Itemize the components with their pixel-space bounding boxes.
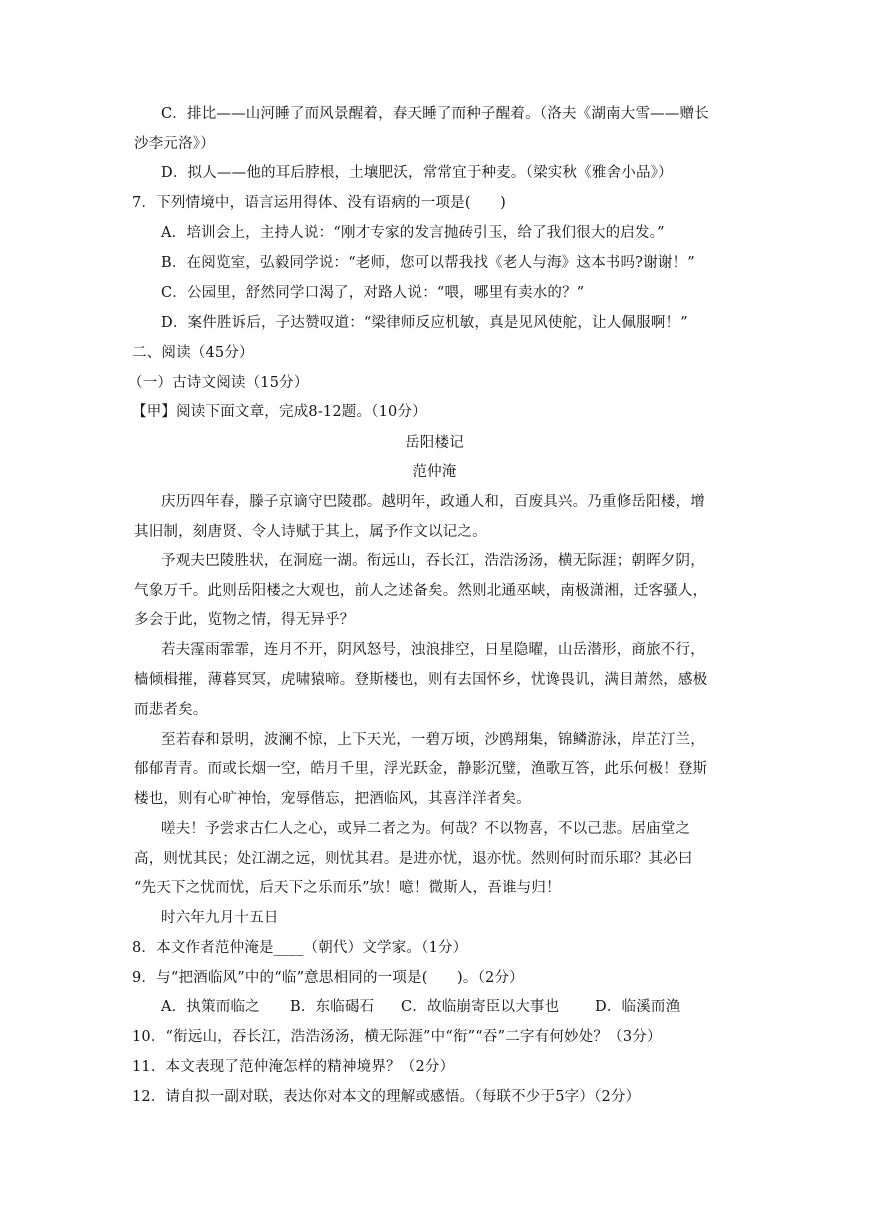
essay-p3-line3: 而悲者矣。 [134,702,208,718]
essay-p4-line1: 至若春和景明，波澜不惊，上下天光，一碧万顷，沙鸥翔集，锦鳞游泳，岸芷汀兰， [161,732,705,748]
q7-option-c: C．公园里，舒然同学口渴了，对路人说：“喂，哪里有卖水的？” [161,285,585,301]
sub-section-heading: （一）古诗文阅读（15分） [128,375,309,391]
essay-p4-line2: 郁郁青青。而或长烟一空，皓月千里，浮光跃金，静影沉璧，渔歌互答，此乐何极！登斯 [134,761,708,777]
essay-p3-line2: 樯倾楫摧，薄暮冥冥，虎啸猿啼。登斯楼也，则有去国怀乡，忧谗畏讥，满目萧然，感极 [134,672,708,688]
essay-p2-line3: 多会于此，览物之情，得无异乎？ [134,612,355,628]
essay-p3-line1: 若夫霪雨霏霏，连月不开，阴风怒号，浊浪排空，日星隐曜，山岳潜形，商旅不行， [161,642,705,658]
essay-p5-line1: 嗟夫！予尝求古仁人之心，或异二者之为。何哉？不以物喜，不以己悲。居庙堂之 [161,821,691,837]
q7-stem: 7．下列情境中，语言运用得体、没有语病的一项是( ) [132,195,506,211]
q7-option-a: A．培训会上，主持人说：“刚才专家的发言抛砖引玉，给了我们很大的启发。” [161,225,665,241]
reading-instruction: 【甲】阅读下面文章，完成8-12题。（10分） [132,404,427,420]
q12-stem: 12．请自拟一副对联，表达你对本文的理解或感悟。（每联不少于5字）（2分） [132,1089,641,1105]
q6-option-c-line1: C．排比——山河睡了而风景醒着，春天睡了而种子醒着。（洛夫《湖南大雪——赠长 [161,106,709,122]
essay-p5-line2: 高，则忧其民；处江湖之远，则忧其君。是进亦忧，退亦忧。然则何时而乐耶？其必曰 [134,851,693,867]
essay-p5-line3: “先天下之忧而忧，后天下之乐而乐”欤！噫！微斯人，吾谁与归！ [134,880,561,896]
q9-option-d: D．临溪而渔 [595,999,681,1015]
q11-stem: 11．本文表现了范仲淹怎样的精神境界？（2分） [132,1059,455,1075]
q7-option-b: B．在阅览室，弘毅同学说：“老师，您可以帮我找《老人与海》这本书吗?谢谢！” [161,255,695,271]
section-heading: 二、阅读（45分） [132,345,254,361]
q7-option-d: D．案件胜诉后，子达赞叹道：“梁律师反应机敏，真是见风使舵，让人佩服啊！” [161,315,688,331]
essay-p1-line2: 其旧制，刻唐贤、令人诗赋于其上，属予作文以记之。 [134,524,487,540]
essay-author: 范仲淹 [412,464,457,480]
q9-option-a: A．执策而临之 [161,999,260,1015]
essay-p2-line2: 气象万千。此则岳阳楼之大观也，前人之述备矣。然则北通巫峡，南极潇湘，迁客骚人， [134,583,708,599]
q9-stem: 9．与“把酒临风”中的“临”意思相同的一项是( )。（2分） [132,970,524,986]
q6-option-d: D．拟人——他的耳后脖根，土壤肥沃，常常宜于种麦。（梁实秋《雅舍小品》） [161,165,673,181]
q9-options [161,996,680,1018]
essay-title: 岳阳楼记 [405,435,464,451]
q9-option-b: B．东临碣石 [290,999,375,1015]
q10-stem: 10．“衔远山，吞长江，浩浩汤汤，横无际涯”中“衔”“吞”二字有何妙处？（3分） [132,1029,662,1045]
q9-option-c: C．故临崩寄臣以大事也 [401,999,560,1015]
essay-p1-line1: 庆历四年春，滕子京谪守巴陵郡。越明年，政通人和，百废具兴。乃重修岳阳楼，增 [161,494,705,510]
essay-date: 时六年九月十五日 [161,910,279,926]
essay-p2-line1: 予观夫巴陵胜状，在洞庭一湖。衔远山，吞长江，浩浩汤汤，横无际涯；朝晖夕阴， [161,553,705,569]
q8-stem: 8．本文作者范仲淹是____（朝代）文学家。（1分） [132,940,468,956]
essay-p4-line3: 楼也，则有心旷神怡，宠辱偕忘，把酒临风，其喜洋洋者矣。 [134,791,531,807]
q6-option-c-line2: 沙李元洛》） [134,136,215,152]
